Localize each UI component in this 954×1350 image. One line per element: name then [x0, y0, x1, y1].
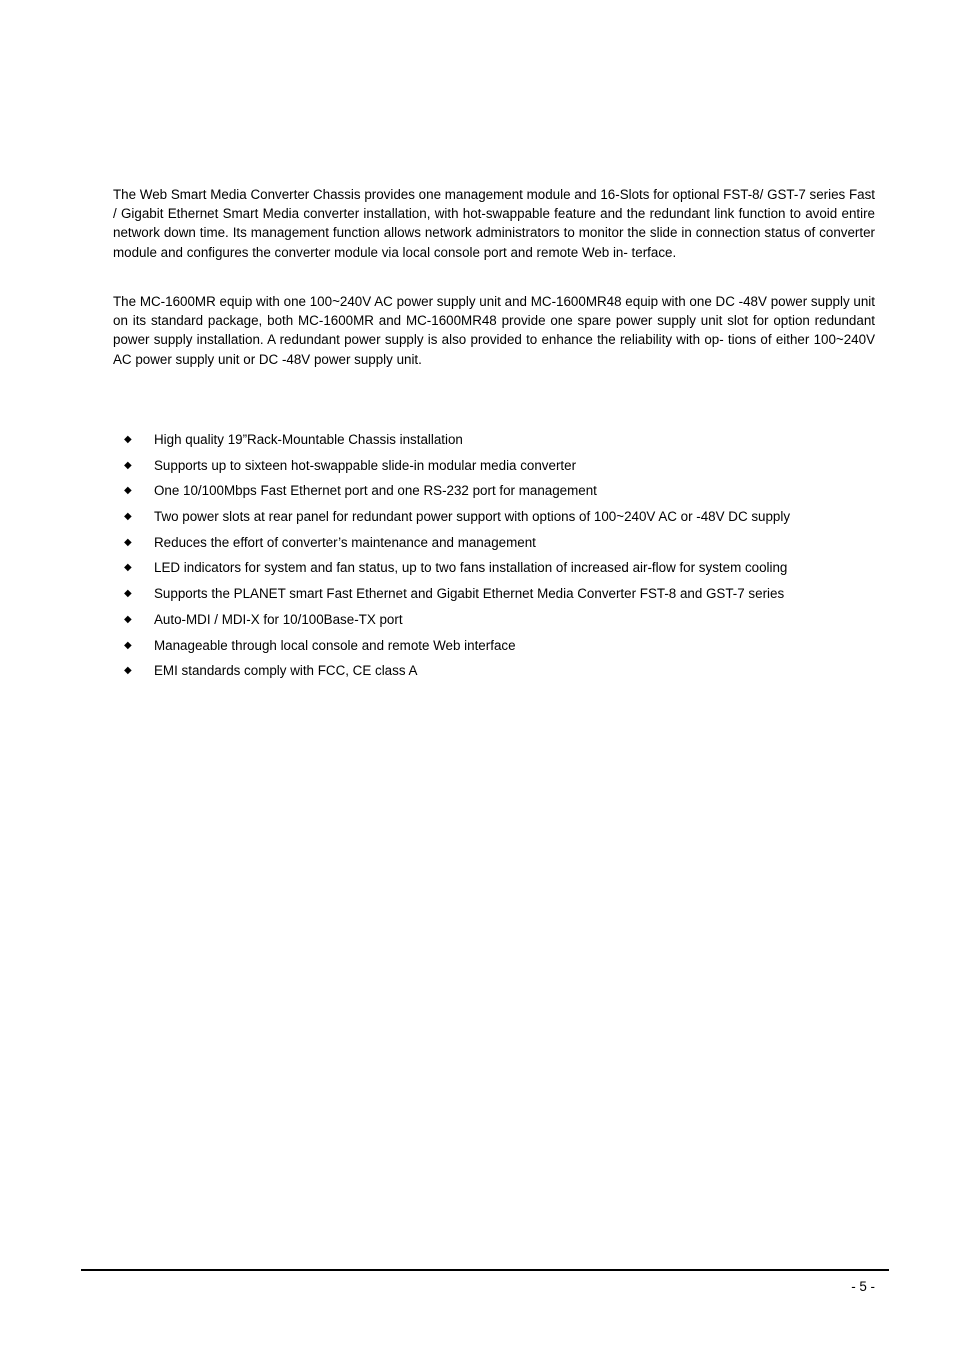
list-item — [113, 610, 893, 636]
diamond-bullet-icon: ◆ — [124, 511, 132, 523]
diamond-bullet-icon: ◆ — [124, 588, 132, 600]
intro-paragraph: The Web Smart Media Converter Chassis provides one management module and 16-Slots for optional FST-8/ GST-7 series Fast / Gigabit Ethernet Smart Media converter installation, with hot-swappable feature and the redundant link function to avoid entire network down time. Its management function allows network administrators to monitor the slide in connection status of converter module and configures the converter module via local console port and remote Web in- terface. — [113, 187, 875, 260]
list-item — [113, 533, 893, 559]
diamond-bullet-icon: ◆ — [124, 536, 132, 548]
footer-divider — [81, 1269, 889, 1271]
diamond-bullet-icon: ◆ — [124, 459, 132, 471]
list-item — [113, 481, 893, 507]
list-item — [113, 584, 893, 610]
list-item — [113, 661, 893, 687]
feature-text: High quality 19”Rack-Mountable Chassis installation — [154, 432, 463, 447]
diamond-bullet-icon: ◆ — [124, 613, 132, 625]
diamond-bullet-icon: ◆ — [124, 639, 132, 651]
feature-text: Manageable through local console and remote Web interface — [154, 637, 516, 653]
feature-list — [113, 430, 893, 687]
page-number: - 5 - — [851, 1279, 875, 1294]
feature-text: One 10/100Mbps Fast Ethernet port and one RS-232 port for management — [154, 483, 597, 499]
power-supply-paragraph: The MC-1600MR equip with one 100~240V AC power supply unit and MC-1600MR48 equip with one DC -48V power supply unit on its standard package, both MC-1600MR and MC-1600MR48 provide one spare power supply unit slot for option redundant power supply installation. A redundant power supply is also provided to enhance the reliability with op- tions of either 100~240V AC power supply unit or DC -48V power supply unit. — [113, 294, 875, 367]
feature-text: Two power slots at rear panel for redundant power support with options of 100~240V AC or -48V DC supply — [154, 509, 791, 525]
diamond-bullet-icon: ◆ — [124, 434, 132, 445]
list-item — [113, 636, 893, 662]
diamond-bullet-icon: ◆ — [124, 562, 132, 574]
feature-text: Supports the PLANET smart Fast Ethernet and Gigabit Ethernet Media Converter FST-8 and GST-7 series — [154, 586, 785, 602]
feature-text: Supports up to sixteen hot-swappable slide-in modular media converter — [154, 457, 577, 473]
feature-text: Reduces the effort of converter’s maintenance and management — [154, 534, 536, 550]
diamond-bullet-icon: ◆ — [124, 485, 132, 497]
feature-text: EMI standards comply with FCC, CE class A — [154, 663, 418, 679]
list-item — [113, 456, 893, 482]
feature-text: LED indicators for system and fan status, up to two fans installation of increased air-flow for system cooling — [154, 560, 788, 576]
feature-text: Auto-MDI / MDI-X for 10/100Base-TX port — [154, 611, 403, 627]
list-item — [113, 558, 893, 584]
list-item — [113, 507, 893, 533]
diamond-bullet-icon: ◆ — [124, 665, 132, 677]
list-item — [113, 430, 893, 456]
